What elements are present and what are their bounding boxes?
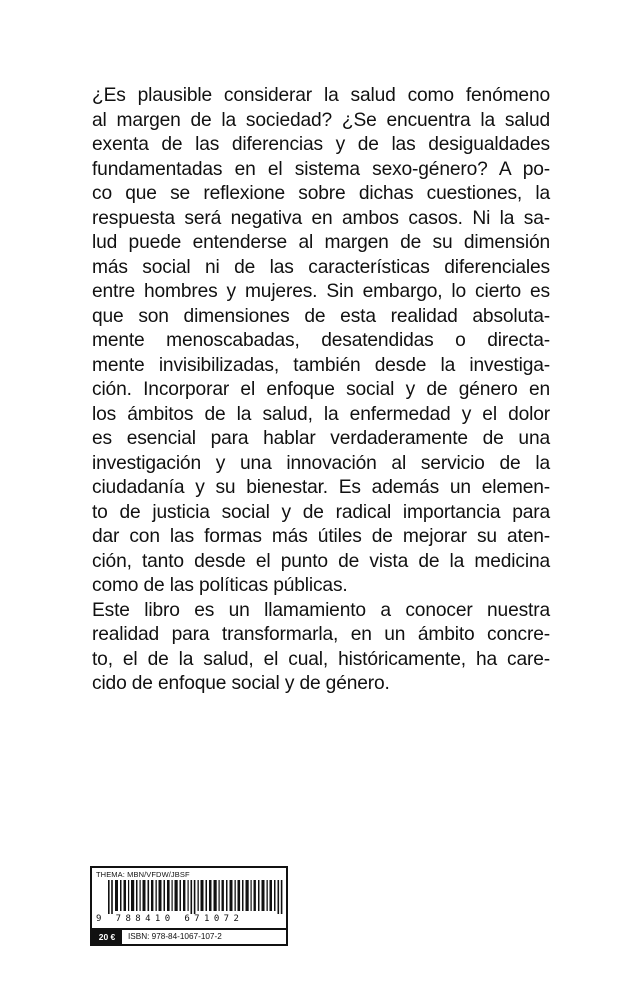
blurb-line: mente invisibilizadas, también desde la investiga-	[92, 354, 550, 376]
back-cover-blurb	[92, 84, 550, 697]
isbn-number: ISBN: 978-84-1067-107-2	[128, 932, 222, 941]
blurb-line: investigación y una innovación al servicio de la	[92, 452, 550, 474]
blurb-line: los ámbitos de la salud, la enfermedad y el dolor	[92, 403, 550, 425]
blurb-line: que son dimensiones de esta realidad absoluta-	[92, 305, 550, 327]
barcode-graphic	[108, 880, 284, 914]
blurb-line: como de las políticas públicas.	[92, 575, 348, 596]
blurb-line: lud puede entenderse al margen de su dimensión	[92, 232, 550, 253]
price-tag: 20 €	[92, 930, 122, 944]
blurb-line: respuesta será negativa en ambos casos. Ni la sa-	[92, 207, 550, 229]
blurb-line: to de justicia social y de radical importancia para	[92, 501, 550, 523]
blurb-line: más social ni de las características diferenciales	[92, 256, 550, 278]
blurb-line: cido de enfoque social y de género.	[92, 673, 390, 694]
blurb-line: mente menoscabadas, desatendidas o directa-	[92, 330, 550, 351]
blurb-line: es esencial para hablar verdaderamente de una	[92, 428, 550, 449]
barcode-digits: 9 788410 671072	[96, 914, 244, 924]
barcode-panel	[90, 866, 288, 946]
blurb-line: ciudadanía y su bienestar. Es además un elemen-	[92, 477, 550, 498]
blurb-line: al margen de la sociedad? ¿Se encuentra la salud	[92, 109, 550, 131]
blurb-line: fundamentadas en el sistema sexo-género? A po-	[92, 158, 550, 180]
blurb-line: dar con las formas más útiles de mejorar su aten-	[92, 526, 550, 547]
blurb-line: exenta de las diferencias y de las desigualdades	[92, 134, 550, 155]
blurb-line: ción. Incorporar el enfoque social y de género en	[92, 379, 550, 400]
blurb-line: ¿Es plausible considerar la salud como fenómeno	[92, 85, 550, 106]
blurb-line: Este libro es un llamamiento a conocer nuestra	[92, 599, 550, 621]
price-isbn-row	[92, 928, 286, 944]
blurb-line: ción, tanto desde el punto de vista de la medicina	[92, 550, 550, 572]
thema-code: THEMA: MBN/VFDW/JBSF	[96, 870, 190, 879]
blurb-line: realidad para transformarla, en un ámbito concre-	[92, 624, 550, 645]
blurb-line: to, el de la salud, el cual, históricamente, ha care-	[92, 648, 550, 670]
blurb-line: entre hombres y mujeres. Sin embargo, lo cierto es	[92, 281, 550, 302]
blurb-line: co que se reflexione sobre dichas cuestiones, la	[92, 183, 550, 204]
